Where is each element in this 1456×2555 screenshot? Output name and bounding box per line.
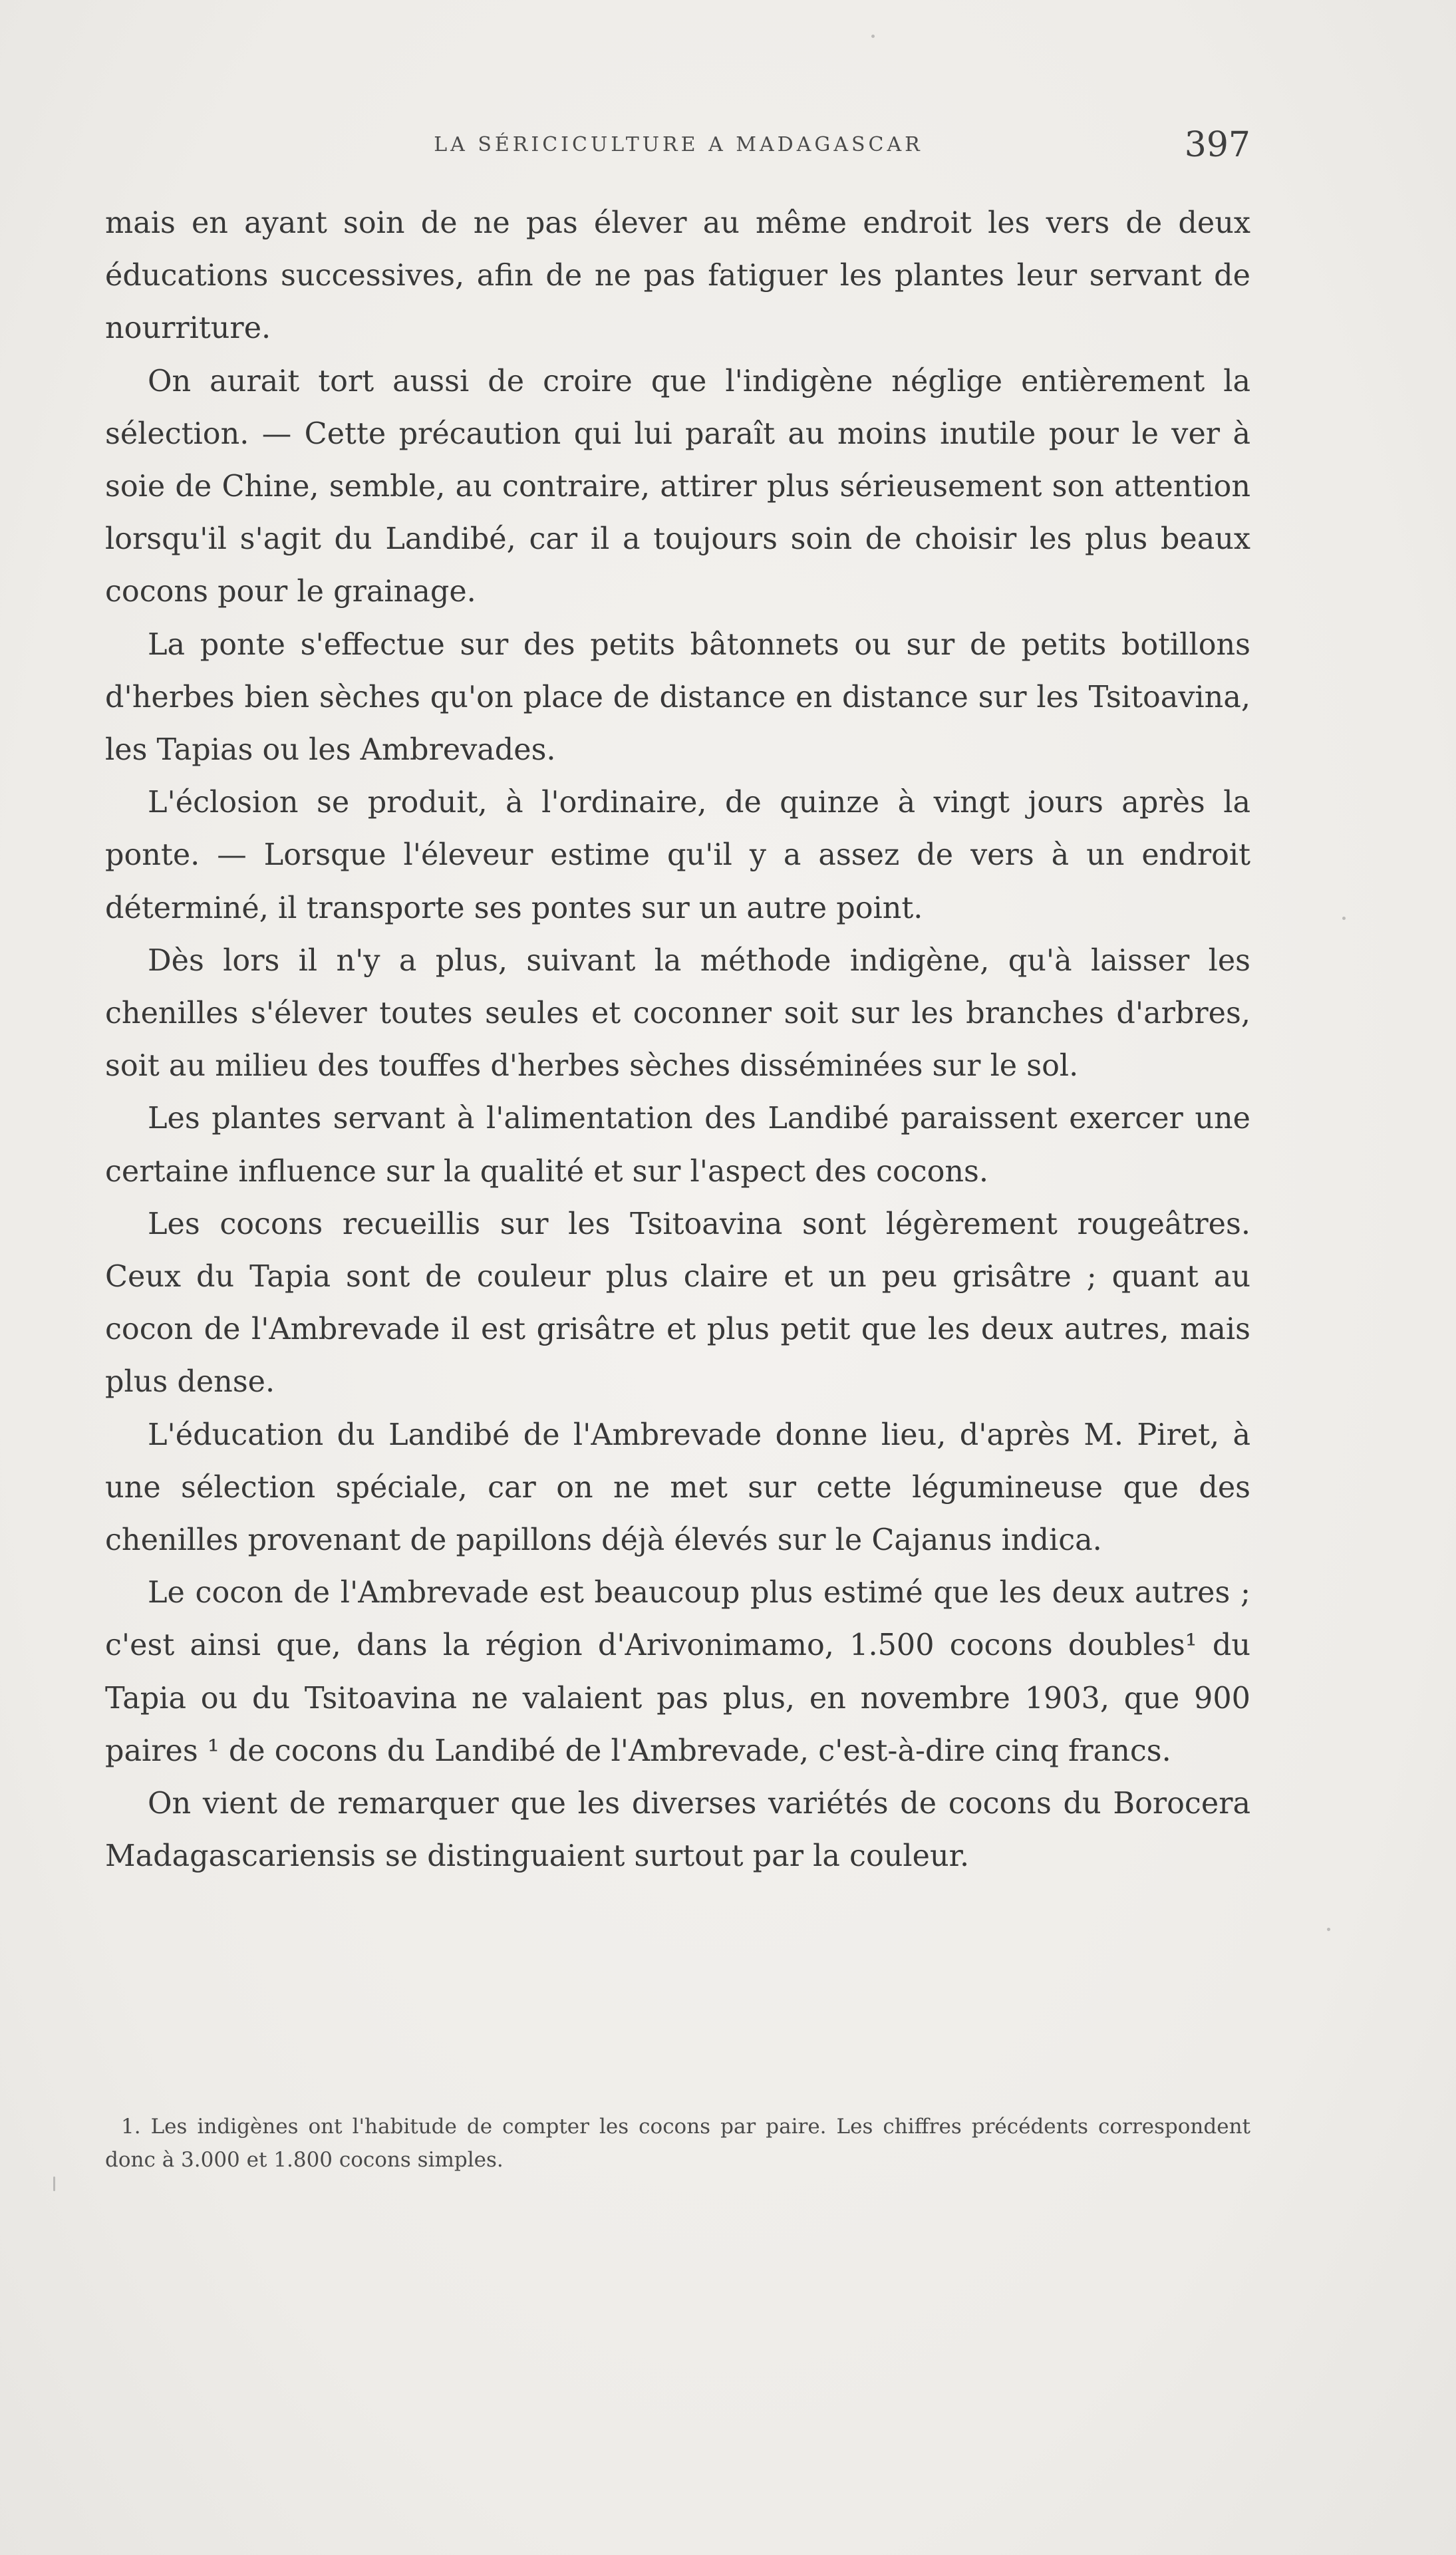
footnote-text: 1. Les indigènes ont l'habitude de compter les cocons par paire. Les chiffres précédents correspondent donc à 3.000 et 1.800 cocons simples. — [105, 2115, 1250, 2172]
paragraph: Les cocons recueillis sur les Tsitoavina sont légèrement rougeâtres. Ceux du Tapia sont de couleur plus claire et un peu grisâtre ; quant au cocon de l'Ambrevade il est grisâtre et plus petit que les deux autres, mais plus dense. — [105, 1207, 1250, 1400]
page-number: 397 — [1184, 125, 1250, 165]
scan-mark — [53, 2177, 55, 2191]
body-text — [105, 197, 1250, 1883]
paragraph: Le cocon de l'Ambrevade est beaucoup plus estimé que les deux autres ; c'est ainsi que, dans la région d'Arivonimamo, 1.500 cocons doubles¹ du Tapia ou du Tsitoavina ne valaient pas plus, en novembre 1903, que 900 paires ¹ de cocons du Landibé de l'Ambrevade, c'est-à-dire cinq francs. — [105, 1576, 1250, 1768]
paragraph: La ponte s'effectue sur des petits bâtonnets ou sur de petits botillons d'herbes bien sèches qu'on place de distance en distance sur les Tsitoavina, les Tapias ou les Ambrevades. — [105, 627, 1250, 768]
paragraph: On vient de remarquer que les diverses variétés de cocons du Borocera Madagascariensis se distinguaient surtout par la couleur. — [105, 1787, 1250, 1874]
paragraph: On aurait tort aussi de croire que l'indigène néglige entièrement la sélection. — Cette précaution qui lui paraît au moins inutile pour le ver à soie de Chine, semble, au contraire, attirer plus sérieusement son attention lorsqu'il s'agit du Landibé, car il a toujours soin de choisir les plus beaux cocons pour le grainage. — [105, 364, 1250, 609]
paragraph: Dès lors il n'y a plus, suivant la méthode indigène, qu'à laisser les chenilles s'élever toutes seules et coconner soit sur les branches d'arbres, soit au milieu des touffes d'herbes sèches disséminées sur le sol. — [105, 943, 1250, 1084]
paragraph: Les plantes servant à l'alimentation des Landibé paraissent exercer une certaine influence sur la qualité et sur l'aspect des cocons. — [105, 1102, 1250, 1189]
scan-speck — [1342, 917, 1346, 920]
paragraph: mais en ayant soin de ne pas élever au même endroit les vers de deux éducations successives, afin de ne pas fatiguer les plantes leur servant de nourriture. — [105, 206, 1250, 346]
footnote — [105, 2110, 1250, 2177]
running-head — [106, 125, 1250, 165]
paragraph: L'éclosion se produit, à l'ordinaire, de quinze à vingt jours après la ponte. — Lorsque l'éleveur estime qu'il y a assez de vers à un endroit déterminé, il transporte ses pontes sur un autre point. — [105, 786, 1250, 925]
scan-speck — [871, 35, 875, 38]
running-title: LA SÉRICICULTURE A MADAGASCAR — [434, 133, 923, 156]
paragraph: L'éducation du Landibé de l'Ambrevade donne lieu, d'après M. Piret, à une sélection spéciale, car on ne met sur cette légumineuse que des chenilles provenant de papillons déjà élevés sur le Cajanus indica. — [105, 1418, 1250, 1558]
scan-speck — [1327, 1928, 1330, 1931]
